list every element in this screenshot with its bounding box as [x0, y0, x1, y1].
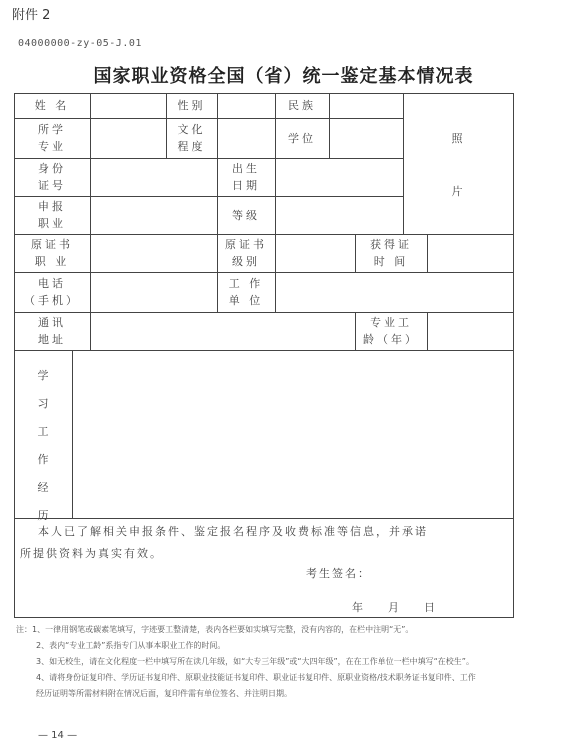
orig-cert-level-label: 原证书 级别 [225, 238, 267, 268]
birth-date-field[interactable] [276, 159, 402, 195]
photo-label: 照 [451, 131, 466, 145]
work-unit-field[interactable] [276, 273, 513, 311]
signature-label: 考生签名： [306, 567, 371, 580]
orig-cert-level-field[interactable] [276, 235, 354, 271]
note-item: 注：1、一律用钢笔或碳素笔填写，字迹要工整清楚，表内各栏要如实填写完整，没有内容的，在栏中注明“无”。 [16, 625, 414, 634]
name-field[interactable] [91, 94, 165, 117]
work-years-field[interactable] [428, 313, 513, 349]
major-field[interactable] [91, 119, 165, 157]
cert-time-field[interactable] [428, 235, 513, 271]
photo-label-2: 片 [451, 184, 466, 198]
work-years-label: 专业工 龄（年） [363, 316, 419, 346]
notes-list [16, 622, 476, 702]
level-label: 等级 [232, 208, 260, 222]
orig-cert-occupation-field[interactable] [91, 235, 216, 271]
education-field[interactable] [218, 119, 274, 157]
declaration-line-1: 本人已了解相关申报条件、鉴定报名程序及收费标准等信息，并承诺 [38, 525, 428, 538]
row-divider [14, 518, 514, 519]
education-label: 文化 程度 [177, 123, 206, 153]
study-work-history-field[interactable] [73, 351, 513, 517]
degree-field[interactable] [330, 119, 402, 157]
study-work-history-label [14, 362, 72, 530]
history-char: 工 [37, 425, 49, 438]
declaration-line-2: 所提供资料为真实有效。 [20, 547, 163, 560]
phone-label: 电话 （手机） [24, 277, 80, 307]
name-label: 姓 名 [34, 99, 70, 112]
orig-cert-occupation-label: 原证书 职 业 [31, 238, 73, 268]
work-unit-label: 工 作 单 位 [228, 277, 264, 307]
document-code: 04000000-zy-05-J.01 [18, 38, 142, 49]
phone-field[interactable] [91, 273, 216, 311]
photo-box[interactable] [404, 94, 513, 233]
birth-date-label: 出生 日期 [232, 162, 260, 192]
attachment-label: 附件 2 [12, 8, 51, 23]
gender-field[interactable] [218, 94, 274, 117]
date-label: 年 月 日 [352, 601, 436, 614]
level-field[interactable] [276, 197, 402, 233]
history-char: 经 [37, 481, 49, 494]
signature-field[interactable] [380, 568, 490, 586]
ethnicity-field[interactable] [330, 94, 402, 117]
gender-label: 性别 [177, 99, 206, 112]
note-item: 4、请将身份证复印件、学历证书复印件、原职业技能证书复印件、职业证书复印件、原职业资格/技术职务证书复印件、工作经历证明等所需材料附在情况后面，复印件需有单位签名、并注明日期。 [36, 673, 476, 698]
page-title: 国家职业资格全国（省）统一鉴定基本情况表 [93, 66, 474, 87]
history-char: 作 [37, 453, 49, 466]
history-char: 历 [37, 509, 49, 522]
apply-occupation-field[interactable] [91, 197, 216, 233]
id-number-field[interactable] [91, 159, 216, 195]
address-field[interactable] [91, 313, 354, 349]
page-number: — 14 — [38, 730, 78, 741]
address-label: 通讯 地址 [38, 316, 66, 346]
id-number-label: 身份 证号 [38, 162, 66, 192]
note-item: 3、如无校生，请在文化程度一栏中填写所在读几年级，如“大专三年级”或“大四年级”，在在工作单位一栏中填写“在校生”。 [36, 657, 474, 666]
degree-label: 学位 [288, 131, 316, 145]
ethnicity-label: 民族 [288, 99, 316, 112]
note-item: 2、表内“专业工龄”系指专门从事本职业工作的时间。 [36, 641, 226, 650]
history-char: 学 [37, 369, 49, 382]
major-label: 所学 专业 [38, 123, 66, 153]
history-char: 习 [37, 397, 49, 410]
apply-occupation-label: 申报 职业 [38, 200, 66, 230]
cert-time-label: 获得证 时 间 [370, 238, 412, 268]
